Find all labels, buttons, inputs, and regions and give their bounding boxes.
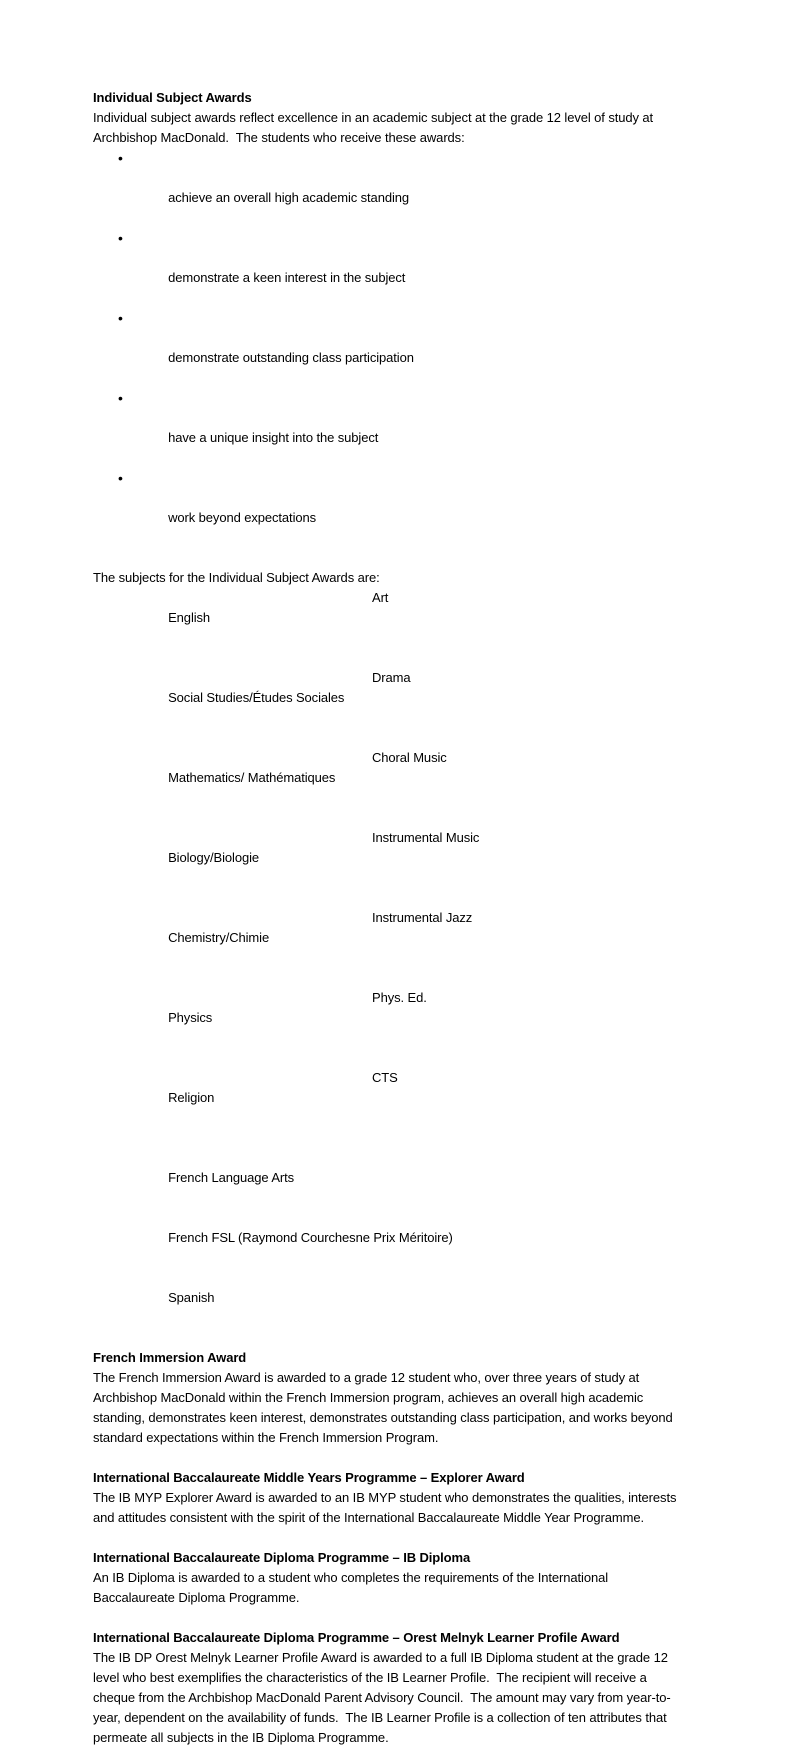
subject-row xyxy=(93,1268,743,1328)
section-heading: Individual Subject Awards xyxy=(93,90,252,105)
subject-left: Social Studies/Études Sociales xyxy=(168,690,345,705)
section-heading: International Baccalaureate Diploma Programme – Orest Melnyk Learner Profile Award xyxy=(93,1630,620,1645)
section-heading: International Baccalaureate Diploma Programme – IB Diploma xyxy=(93,1550,471,1565)
subject-left: Biology/Biologie xyxy=(168,850,260,865)
paragraph-line: Archbishop MacDonald within the French Immersion program, achieves an overall high academic xyxy=(93,1390,644,1405)
subject-left: Physics xyxy=(168,1010,213,1025)
bullet-text: demonstrate outstanding class participation xyxy=(168,350,414,365)
bullet-icon: • xyxy=(118,310,123,326)
bullet-list-item xyxy=(93,468,743,548)
paragraph-line: An IB Diploma is awarded to a student who completes the requirements of the International xyxy=(93,1570,609,1585)
paragraph-line: and attitudes consistent with the spirit of the International Baccalaureate Middle Year Programme. xyxy=(93,1510,644,1525)
subject-row xyxy=(93,588,743,668)
bullet-text: have a unique insight into the subject xyxy=(168,430,379,445)
document-content xyxy=(93,88,743,1748)
paragraph-line: Baccalaureate Diploma Programme. xyxy=(93,1590,300,1605)
paragraph-line: level who best exemplifies the characteristics of the IB Learner Profile. The recipient will receive a xyxy=(93,1670,647,1685)
subject-left: English xyxy=(168,610,211,625)
paragraph-line: The IB MYP Explorer Award is awarded to an IB MYP student who demonstrates the qualities, interests xyxy=(93,1490,677,1505)
subject-right: Instrumental Music xyxy=(372,830,480,845)
subject-left: Chemistry/Chimie xyxy=(168,930,270,945)
paragraph-line: permeate all subjects in the IB Diploma Programme. xyxy=(93,1730,389,1745)
subject-row xyxy=(93,1148,743,1208)
bullet-text: work beyond expectations xyxy=(168,510,317,525)
bullet-list-item xyxy=(93,308,743,388)
bullet-icon: • xyxy=(118,230,123,246)
subject-right: Drama xyxy=(372,670,411,685)
subject-right: Art xyxy=(372,590,389,605)
bullet-text: achieve an overall high academic standing xyxy=(168,190,409,205)
bullet-list-item xyxy=(93,148,743,228)
subject-row xyxy=(93,908,743,988)
paragraph-line: The IB DP Orest Melnyk Learner Profile Award is awarded to a full IB Diploma student at the grade 12 xyxy=(93,1650,668,1665)
subject-row xyxy=(93,668,743,748)
subject-row xyxy=(93,988,743,1068)
section-orest-melnyk-award xyxy=(93,1628,743,1748)
paragraph-line: year, dependent on the availability of funds. The IB Learner Profile is a collection of ten attributes that xyxy=(93,1710,667,1725)
bullet-icon: • xyxy=(118,390,123,406)
section-french-immersion-award xyxy=(93,1348,743,1448)
paragraph-line: standing, demonstrates keen interest, demonstrates outstanding class participation, and works beyond xyxy=(93,1410,673,1425)
section-ib-myp-explorer-award xyxy=(93,1468,743,1528)
subject-right: CTS xyxy=(372,1070,398,1085)
subject-right: Instrumental Jazz xyxy=(372,910,473,925)
section-individual-subject-awards xyxy=(93,88,743,548)
section-heading: International Baccalaureate Middle Years Programme – Explorer Award xyxy=(93,1470,525,1485)
section-heading: French Immersion Award xyxy=(93,1350,247,1365)
bullet-list-item xyxy=(93,228,743,308)
subject-left: Spanish xyxy=(168,1290,215,1305)
subject-left: Mathematics/ Mathématiques xyxy=(168,770,336,785)
subject-left: French Language Arts xyxy=(168,1170,295,1185)
section-ib-diploma xyxy=(93,1548,743,1608)
subject-right: Choral Music xyxy=(372,750,447,765)
bullet-text: demonstrate a keen interest in the subject xyxy=(168,270,406,285)
subject-left: Religion xyxy=(168,1090,215,1105)
bullet-icon: • xyxy=(118,150,123,166)
bullet-list-item xyxy=(93,388,743,468)
bullet-icon: • xyxy=(118,470,123,486)
paragraph-line: standard expectations within the French Immersion Program. xyxy=(93,1430,439,1445)
subject-row xyxy=(93,748,743,828)
subject-row xyxy=(93,1208,743,1268)
paragraph-line: Individual subject awards reflect excellence in an academic subject at the grade 12 level of study at xyxy=(93,110,654,125)
section-subject-list xyxy=(93,568,743,1328)
subject-row xyxy=(93,1068,743,1148)
paragraph-line: The French Immersion Award is awarded to a grade 12 student who, over three years of study at xyxy=(93,1370,640,1385)
paragraph-line: cheque from the Archbishop MacDonald Parent Advisory Council. The amount may vary from year-to- xyxy=(93,1690,671,1705)
subject-row xyxy=(93,828,743,908)
paragraph-line: Archbishop MacDonald. The students who receive these awards: xyxy=(93,130,465,145)
subject-left: French FSL (Raymond Courchesne Prix Méritoire) xyxy=(168,1230,453,1245)
subject-right: Phys. Ed. xyxy=(372,990,427,1005)
subjects-intro: The subjects for the Individual Subject Awards are: xyxy=(93,570,380,585)
